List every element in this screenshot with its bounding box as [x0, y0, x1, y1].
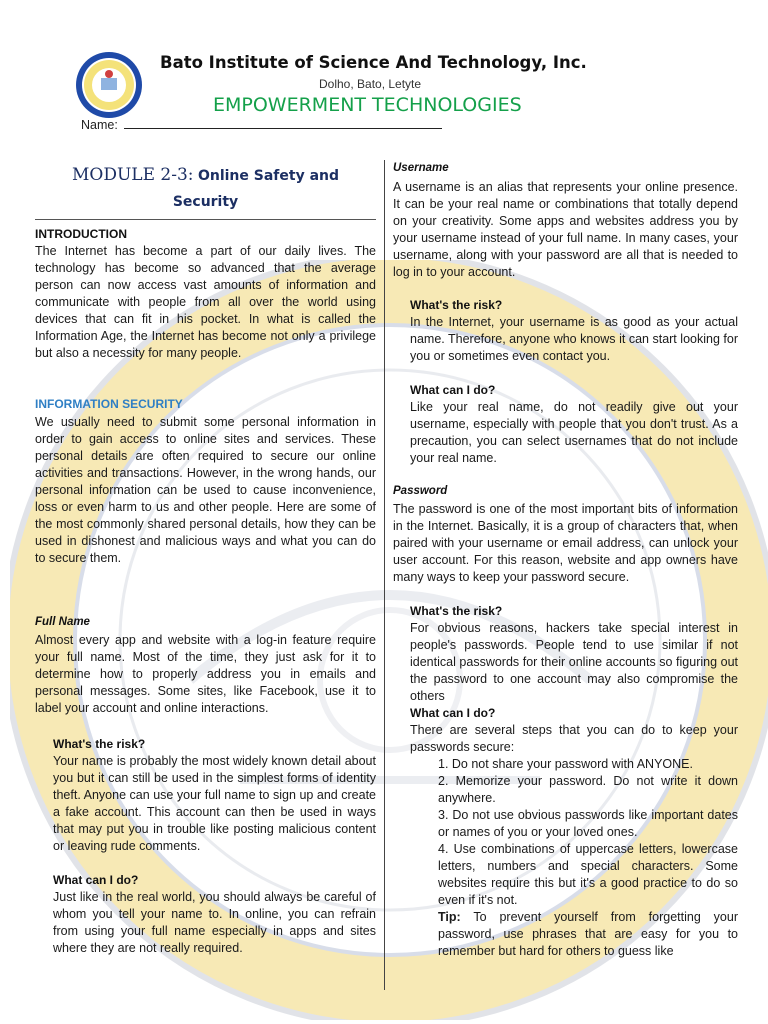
name-underline[interactable]	[124, 118, 442, 129]
module-number: MODULE 2-3:	[71, 165, 194, 185]
info-security-heading: INFORMATION SECURITY	[35, 397, 183, 411]
password-do-text: There are several steps that you can do to keep your passwords secure:	[410, 723, 738, 754]
module-title	[35, 162, 376, 214]
password-steps-list	[438, 756, 738, 960]
list-item: 3. Do not use obvious passwords like important dates or names of you or your loved ones.	[438, 808, 738, 839]
full-name-text: Almost every app and website with a log-in feature require your full name. Most of the time, they just ask for it to determine how to properly address you in emails and personal messages. Some sites, like Facebook, use it to label your account and online interactions.	[35, 633, 376, 715]
username-do-heading: What can I do?	[410, 383, 496, 397]
title-divider	[35, 219, 376, 220]
list-item: 2. Memorize your password. Do not write it down anywhere.	[438, 774, 738, 805]
left-column	[35, 162, 376, 955]
full-name-do-heading: What can I do?	[53, 873, 139, 887]
name-field	[81, 118, 442, 132]
tip-text: To prevent yourself from forgetting your password, use phrases that are easy for you to remember but hard for others to guess like	[438, 910, 738, 958]
name-label: Name:	[81, 118, 118, 132]
password-tip	[438, 909, 738, 960]
username-risk-heading: What's the risk?	[410, 298, 503, 312]
username-text: A username is an alias that represents your online presence. It can be your real name or combinations that totally depend on your creativity. Some apps and websites address you by your username instead of your full name. In many cases, your username, along with your password are all that is needed to log in to your account.	[393, 180, 738, 279]
username-risk-text: In the Internet, your username is as good as your actual name. Therefore, anyone who knows it can start looking for you or sometimes even contact you.	[410, 315, 738, 363]
list-item: 1. Do not share your password with ANYONE.	[438, 757, 693, 771]
institution-name: Bato Institute of Science And Technology, Inc.	[160, 53, 587, 72]
password-risk-heading: What's the risk?	[410, 604, 503, 618]
introduction-heading: INTRODUCTION	[35, 227, 127, 241]
info-security-text: We usually need to submit some personal information in order to gain access to online sites and services. These personal details are often required to secure our online activities and transactions. However, in the wrong hands, our personal information can be used to cause inconvenience, loss or even harm to us and other people. Here are some of the most commonly shared personal details, how they can be used in dishonest and malicious ways and what you can do to secure them.	[35, 415, 376, 565]
subject-title: EMPOWERMENT TECHNOLOGIES	[213, 94, 522, 116]
full-name-do-text: Just like in the real world, you should always be careful of whom you tell your name to. In online, you can refrain from using your full name especially in apps and sites where they are not really required.	[53, 890, 376, 955]
full-name-heading: Full Name	[35, 616, 90, 628]
password-risk-text: For obvious reasons, hackers take special interest in people's passwords. People tend to use similar if not identical passwords for their online accounts so figuring out the password to one account may also compromise the others	[410, 621, 738, 703]
password-text: The password is one of the most important bits of information in the Internet. Basically, it is a group of characters that, when paired with your username or email address, can unlock your user account. For this reason, website and app owners have many ways to keep your password secure.	[393, 502, 738, 584]
introduction-text: The Internet has become a part of our daily lives. The technology has become so advanced that the average person can now access vast amounts of information and communicate with people from all over the world using devices that can fit in his pocket. In what is called the Information Age, the Internet has become not only a privilege but also a necessity for many people.	[35, 244, 376, 360]
full-name-risk-text: Your name is probably the most widely known detail about you but it can still be used in the simplest forms of identity theft. Anyone can use your full name to sign up and create a fake account. This account can then be used in ways that may put you in trouble like posting malicious content or leaving rude comments.	[53, 754, 376, 853]
username-heading: Username	[393, 162, 449, 174]
tip-label: Tip:	[438, 910, 461, 924]
username-do-text: Like your real name, do not readily give out your username, especially with people that you don't trust. As a precaution, you can select usernames that do not include your real name.	[410, 400, 738, 465]
password-heading: Password	[393, 485, 448, 497]
column-divider	[384, 160, 385, 990]
list-item: 4. Use combinations of uppercase letters, lowercase letters, numbers and special characters. Some websites require this but it's a good practice to do so even if it's not.	[438, 842, 738, 907]
full-name-risk-heading: What's the risk?	[53, 737, 146, 751]
module-title-line2: Security	[172, 194, 239, 210]
password-do-heading: What can I do?	[410, 706, 496, 720]
module-title-line1: Online Safety and	[197, 168, 339, 184]
institution-address: Dolho, Bato, Letyte	[319, 77, 422, 91]
